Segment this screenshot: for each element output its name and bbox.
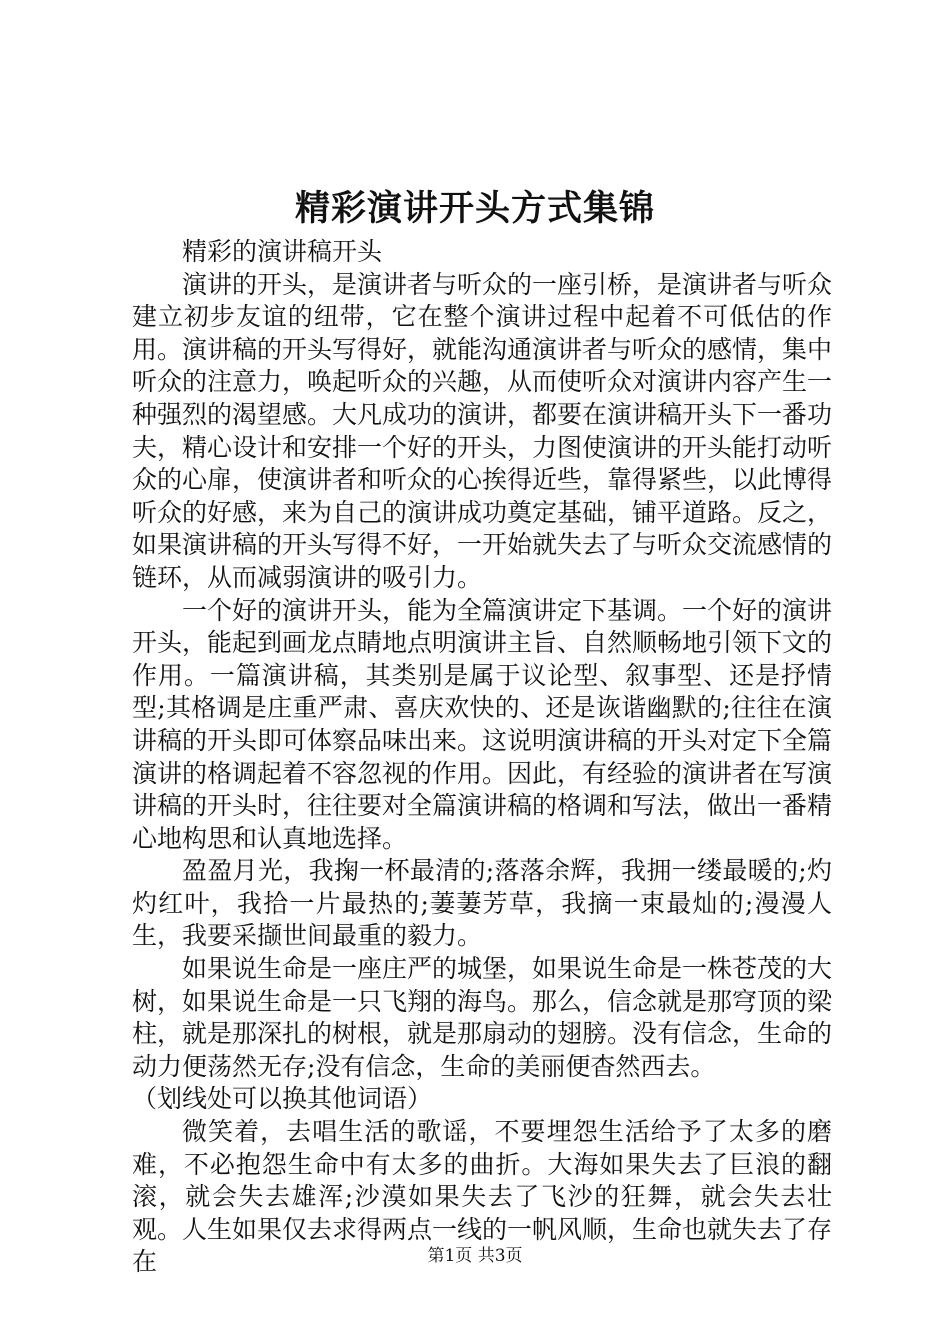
page-title: 精彩演讲开头方式集锦 [294,188,655,229]
paragraph-4: 如果说生命是一座庄严的城堡，如果说生命是一株苍茂的大树，如果说生命是一只飞翔的海鸟。那么，信念就是那穹顶的梁柱，就是那深扎的树根，就是那扇动的翅膀。没有信念，生命的动力便荡然无存;没有信念，生命的美丽便杳然西去。 [132,954,833,1081]
paragraph-1: 演讲的开头，是演讲者与听众的一座引桥，是演讲者与听众建立初步友谊的纽带，它在整个演讲过程中起着不可低估的作用。演讲稿的开头写得好，就能沟通演讲者与听众的感情，集中听众的注意力，唤起听众的兴趣，从而使听众对演讲内容产生一种强烈的渴望感。大凡成功的演讲，都要在演讲稿开头下一番功夫，精心设计和安排一个好的开头，力图使演讲的开头能打动听众的心扉，使演讲者和听众的心挨得近些，靠得紧些，以此博得听众的好感，来为自己的演讲成功奠定基础，铺平道路。反之，如果演讲稿的开头写得不好，一开始就失去了与听众交流感情的链环，从而减弱演讲的吸引力。 [132,269,833,592]
note-line: （划线处可以换其他词语） [132,1084,433,1114]
page-number: 第1页 共3页 [427,1246,523,1266]
paragraph-3: 盈盈月光，我掬一杯最清的;落落余辉，我拥一缕最暖的;灼灼红叶，我拾一片最热的;萋萋芳草，我摘一束最灿的;漫漫人生，我要采撷世间最重的毅力。 [132,856,832,951]
document-body [132,236,832,1279]
section-subtitle: 精彩的演讲稿开头 [182,237,383,266]
paragraph-5: 微笑着，去唱生活的歌谣，不要埋怨生活给予了太多的磨难，不必抱怨生命中有太多的曲折。大海如果失去了巨浪的翻滚，就会失去雄浑;沙漠如果失去了飞沙的狂舞，就会失去壮观。人生如果仅去求得两点一线的一帆风顺，生命也就失去了存在 [132,1117,833,1277]
paragraph-2: 一个好的演讲开头，能为全篇演讲定下基调。一个好的演讲开头，能起到画龙点睛地点明演讲主旨、自然顺畅地引领下文的作用。一篇演讲稿，其类别是属于议论型、叙事型、还是抒情型;其格调是庄重严肃、喜庆欢快的、还是诙谐幽默的;往往在演讲稿的开头即可体察品味出来。这说明演讲稿的开头对定下全篇演讲的格调起着不容忽视的作用。因此，有经验的演讲者在写演讲稿的开头时，往往要对全篇演讲稿的格调和写法，做出一番精心地构思和认真地选择。 [132,595,833,853]
